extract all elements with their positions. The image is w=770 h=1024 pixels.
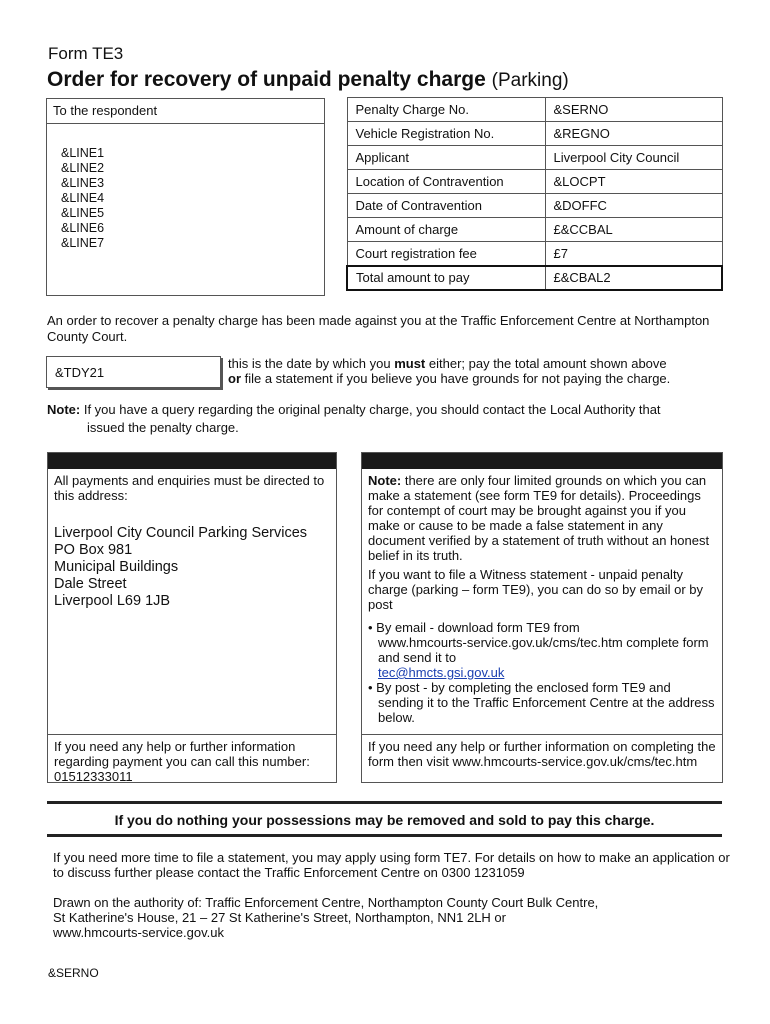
address-line: &LINE7 [61, 236, 105, 250]
date-must: must [394, 356, 426, 371]
row-label: Applicant [347, 146, 545, 170]
row-value: £&CCBAL [545, 218, 722, 242]
row-label: Penalty Charge No. [347, 98, 545, 122]
row-value: &SERNO [545, 98, 722, 122]
note-label: Note: [47, 402, 81, 417]
row-value: &LOCPT [545, 170, 722, 194]
date-text-3: file a statement if you believe you have grounds for not paying the charge. [241, 371, 671, 386]
due-date-box: &TDY21 [46, 356, 221, 388]
statement-note-label: Note: [368, 473, 402, 488]
authority-line-2: St Katherine's House, 21 – 27 St Katherine's Street, Northampton, NN1 2LH or [53, 910, 506, 925]
warning-rule-bottom [47, 834, 722, 837]
post-bullet-line-2: sending it to the Traffic Enforcement Centre at the address below. [378, 695, 715, 725]
form-number: Form TE3 [48, 44, 124, 63]
row-value: Liverpool City Council [545, 146, 722, 170]
payment-address-line: PO Box 981 [54, 542, 133, 558]
table-row [347, 146, 722, 170]
address-line: &LINE5 [61, 206, 105, 220]
respondent-box [46, 98, 325, 296]
authority-text [53, 895, 733, 940]
payment-address-line: Dale Street [54, 576, 127, 592]
payment-column [47, 452, 337, 783]
due-date-text [228, 356, 728, 386]
payment-address [48, 521, 336, 614]
row-value: £7 [545, 242, 722, 266]
respondent-label: To the respondent [47, 99, 324, 124]
address-line: &LINE3 [61, 176, 105, 190]
intro-text: An order to recover a penalty charge has been made against you at the Traffic Enforcement Centre at Northampton County Court. [47, 313, 710, 344]
payment-address-line: Liverpool L69 1JB [54, 593, 171, 609]
warning-text: If you do nothing your possessions may be removed and sold to pay this charge. [114, 812, 655, 828]
total-row [347, 266, 722, 290]
payment-intro: All payments and enquiries must be directed to this address: [54, 473, 325, 503]
address-line: &LINE2 [61, 161, 105, 175]
total-value: £&CBAL2 [545, 266, 722, 290]
total-label: Total amount to pay [347, 266, 545, 290]
row-value: &REGNO [545, 122, 722, 146]
table-row [347, 98, 722, 122]
email-link[interactable]: tec@hmcts.gsi.gov.uk [378, 665, 505, 680]
payment-help: If you need any help or further information regarding payment you can call this number: 01512333011 [54, 739, 310, 784]
statement-note-text: there are only four limited grounds on which you can make a statement (see form TE9 for details). Proceedings for contempt of court may be brought against you if you make or cause to be made a false statement in any document verified by a statement of truth without an honest belief in its truth. [368, 473, 710, 563]
page-title [47, 68, 569, 92]
statement-column [361, 452, 723, 783]
post-bullet-line-1: • By post - by completing the enclosed form TE9 and [368, 680, 671, 695]
note-line-2: issued the penalty charge. [87, 420, 239, 435]
email-bullet-line-1: • By email - download form TE9 from [368, 620, 580, 635]
authority-line-3: www.hmcourts-service.gov.uk [53, 925, 224, 940]
table-row [347, 218, 722, 242]
date-or: or [228, 371, 241, 386]
witness-text: If you want to file a Witness statement - unpaid penalty charge (parking – form TE9), you can do so by email or by post [368, 567, 704, 612]
table-row [347, 242, 722, 266]
penalty-info-table [346, 97, 723, 291]
email-bullet [362, 620, 722, 729]
date-text-1: this is the date by which you [228, 356, 395, 371]
statement-note [362, 469, 722, 567]
title-subtitle: (Parking) [491, 70, 569, 91]
payment-address-line: Liverpool City Council Parking Services [54, 525, 308, 541]
table-row [347, 194, 722, 218]
note-line-1: If you have a query regarding the original penalty charge, you should contact the Local Authority that [80, 402, 661, 417]
date-text-2: either; pay the total amount shown above [425, 356, 667, 371]
query-note [47, 401, 737, 437]
row-label: Date of Contravention [347, 194, 545, 218]
row-label: Vehicle Registration No. [347, 122, 545, 146]
address-line: &LINE4 [61, 191, 105, 205]
email-bullet-line-2: www.hmcourts-service.gov.uk/cms/tec.htm complete form and send it to [378, 635, 709, 665]
warning-rule-top [47, 801, 722, 804]
row-label: Amount of charge [347, 218, 545, 242]
respondent-address [47, 124, 324, 251]
title-main: Order for recovery of unpaid penalty charge [47, 68, 486, 91]
address-line: &LINE6 [61, 221, 105, 235]
more-time-text: If you need more time to file a statement, you may apply using form TE7. For details on how to make an application or to discuss further please contact the Traffic Enforcement Centre on 0300 1231059 [53, 850, 730, 880]
authority-line-1: Drawn on the authority of: Traffic Enforcement Centre, Northampton County Court Bulk Centre, [53, 895, 599, 910]
column-header-bar [48, 453, 336, 469]
address-line: &LINE1 [61, 146, 105, 160]
row-label: Location of Contravention [347, 170, 545, 194]
payment-address-line: Municipal Buildings [54, 559, 179, 575]
column-header-bar [362, 453, 722, 469]
table-row [347, 170, 722, 194]
table-row [347, 122, 722, 146]
row-value: &DOFFC [545, 194, 722, 218]
row-label: Court registration fee [347, 242, 545, 266]
footer-reference: &SERNO [48, 966, 99, 980]
statement-help: If you need any help or further information on completing the form then visit www.hmcourts-service.gov.uk/cms/tec.htm [368, 739, 716, 769]
